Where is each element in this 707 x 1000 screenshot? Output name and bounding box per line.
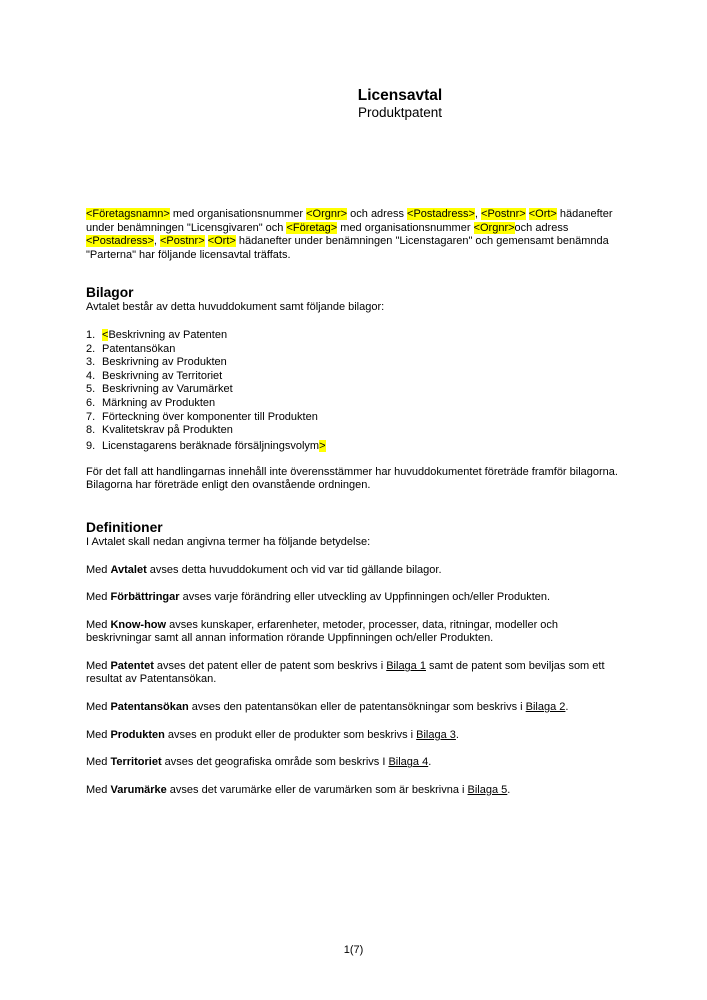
list-item-text: Beskrivning av Varumärket: [102, 383, 233, 396]
list-item: [86, 411, 626, 425]
definition-patentet: [86, 660, 626, 687]
definition-prefix: Med: [86, 591, 111, 604]
document-body: [86, 208, 626, 797]
list-item-number: 6.: [86, 396, 96, 409]
definition-know-how: [86, 619, 626, 646]
definition-term: Territoriet: [110, 756, 162, 769]
list-item-number: 9.: [86, 439, 96, 452]
list-item-text: Märkning av Produkten: [102, 396, 216, 409]
definition-prefix: Med: [86, 618, 111, 631]
definition-text: samt de patent som beviljas som ett resultat av Patentansökan.: [86, 659, 605, 686]
bilaga-1-link[interactable]: Bilaga 1: [386, 659, 426, 672]
definition-text: avses den patentansökan eller de patentansökningar som beskrivs i: [188, 701, 526, 714]
definition-prefix: Med: [86, 659, 111, 672]
definition-term: Patentet: [110, 659, 154, 672]
definition-text: .: [428, 756, 432, 769]
list-item: [86, 329, 626, 343]
definition-text: avses det patent eller de patent som beskrivs i: [153, 659, 387, 672]
definition-term: Förbättringar: [110, 591, 180, 604]
intro-text: hädanefter under benämningen "Licenstagaren" och gemensamt benämnda "Parterna" har följande licensavtal träffats.: [86, 235, 609, 261]
definition-text: .: [565, 701, 569, 714]
document-subtitle: Produktpatent: [357, 105, 443, 120]
bilagor-lead: Avtalet består av detta huvuddokument samt följande bilagor:: [86, 301, 385, 314]
list-item-number: 7.: [86, 410, 96, 423]
list-item-number: 5.: [86, 383, 96, 396]
intro-text: hädanefter under benämningen "Licensgivaren" och: [86, 208, 613, 234]
placeholder-postal-address[interactable]: <Postadress>: [407, 208, 475, 220]
intro-text: och adress: [347, 208, 408, 220]
definition-prefix: Med: [86, 783, 111, 796]
definition-text: avses detta huvuddokument och vid var tid gällande bilagor.: [146, 563, 442, 576]
placeholder-orgnr-2[interactable]: <Orgnr>: [473, 221, 515, 234]
list-item-text: Patentansökan: [102, 342, 176, 355]
definition-term: Avtalet: [110, 563, 147, 576]
definition-avtalet: [86, 564, 626, 578]
bilagor-heading: Bilagor: [86, 285, 134, 301]
definition-text: avses varje förändring eller utveckling av Uppfinningen och/eller Produkten.: [179, 591, 551, 604]
definition-varumarke: [86, 784, 626, 798]
list-item-number: 4.: [86, 369, 96, 382]
placeholder-postal-code-2[interactable]: <Postnr>: [160, 235, 205, 248]
definition-produkten: [86, 729, 626, 743]
list-item-text: Beskrivning av Territoriet: [102, 369, 223, 382]
list-item-text: Kvalitetskrav på Produkten: [102, 424, 233, 437]
intro-text: och adress: [514, 221, 569, 234]
definition-prefix: Med: [86, 756, 111, 769]
placeholder-company[interactable]: <Företag>: [286, 221, 338, 234]
document-title: Licensavtal: [357, 87, 443, 104]
placeholder-city-2[interactable]: <Ort>: [207, 235, 236, 248]
list-item-number: 1.: [86, 328, 96, 341]
definitioner-lead: I Avtalet skall nedan angivna termer ha följande betydelse:: [86, 535, 371, 548]
list-item-text: Beskrivning av Patenten: [108, 328, 228, 341]
definition-forbattringar: [86, 591, 626, 605]
definition-territoriet: [86, 756, 626, 770]
list-item-text: Förteckning över komponenter till Produkten: [102, 410, 318, 423]
list-item-text: Beskrivning av Produkten: [102, 356, 227, 369]
definition-prefix: Med: [86, 728, 111, 741]
definition-term: Produkten: [110, 728, 165, 741]
list-item: [86, 356, 626, 370]
intro-text: ,: [474, 208, 482, 220]
placeholder-close-marker[interactable]: >: [319, 439, 326, 452]
definition-text: avses en produkt eller de produkter som beskrivs i: [164, 728, 417, 741]
list-item: [86, 424, 626, 438]
page-number: 1(7): [343, 944, 364, 956]
placeholder-orgnr[interactable]: <Orgnr>: [306, 208, 348, 220]
placeholder-company-name[interactable]: <Företagsnamn>: [86, 208, 170, 220]
list-item-text: Licenstagarens beräknade försäljningsvolym: [102, 439, 320, 452]
definition-text: .: [455, 728, 459, 741]
list-item-number: 8.: [86, 424, 96, 437]
definition-term: Know-how: [110, 618, 167, 631]
definition-term: Patentansökan: [110, 701, 189, 714]
intro-text: ,: [153, 235, 160, 248]
definition-text: avses det geografiska område som beskrivs I: [161, 756, 389, 769]
placeholder-postal-code[interactable]: <Postnr>: [481, 208, 526, 220]
bilaga-4-link[interactable]: Bilaga 4: [388, 756, 429, 769]
bilagor-list: [86, 329, 626, 454]
list-item: [86, 370, 626, 384]
title-block: [0, 86, 707, 121]
bilaga-2-link[interactable]: Bilaga 2: [525, 701, 566, 714]
definition-prefix: Med: [86, 563, 111, 576]
definition-term: Varumärke: [110, 783, 167, 796]
placeholder-open-marker[interactable]: <: [102, 328, 109, 341]
intro-text: med organisationsnummer: [169, 208, 307, 220]
intro-text: med organisationsnummer: [337, 221, 474, 234]
definition-text: avses det varumärke eller de varumärken som är beskrivna i: [166, 783, 468, 796]
bilaga-3-link[interactable]: Bilaga 3: [416, 728, 456, 741]
list-item: [86, 383, 626, 397]
definition-prefix: Med: [86, 701, 111, 714]
list-item-number: 2.: [86, 342, 96, 355]
definitioner-heading: Definitioner: [86, 519, 163, 535]
bilaga-5-link[interactable]: Bilaga 5: [467, 783, 508, 796]
precedence-paragraph: För det fall att handlingarnas innehåll inte överensstämmer har huvuddokumentet företräde framför bilagorna. Bilagorna har företräde enligt den ovanstående ordningen.: [86, 465, 618, 492]
definition-text: avses kunskaper, erfarenheter, metoder, processer, data, ritningar, modeller och beskrivningar samt all annan information rörande Uppfinningen och/eller Produkten.: [86, 618, 559, 645]
parties-paragraph: [86, 208, 626, 262]
list-item: [86, 397, 626, 411]
placeholder-postal-address-2[interactable]: <Postadress>: [86, 235, 154, 248]
placeholder-city[interactable]: <Ort>: [528, 208, 557, 220]
definition-patentansokan: [86, 701, 626, 715]
definition-text: .: [507, 783, 511, 796]
list-item-number: 3.: [86, 356, 96, 369]
list-item: [86, 438, 626, 454]
list-item: [86, 343, 626, 357]
